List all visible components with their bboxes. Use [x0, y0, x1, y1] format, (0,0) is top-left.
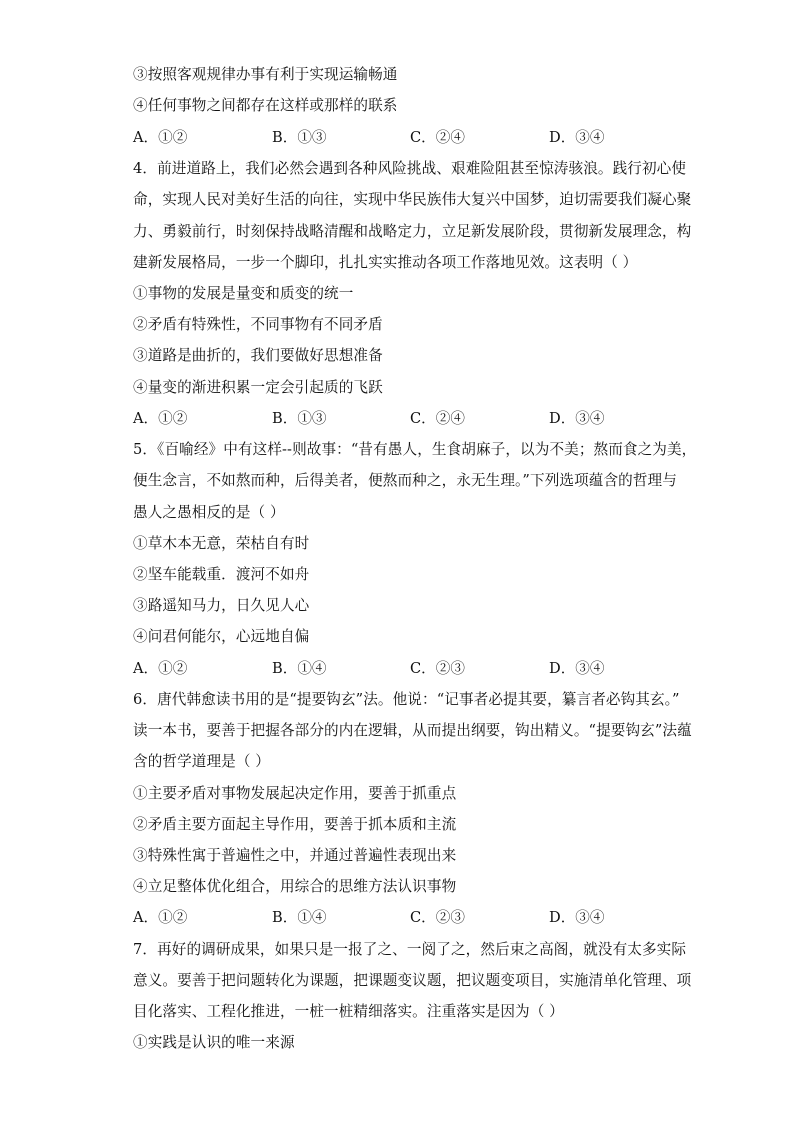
q6-stem-line: 含的哲学道理是（ ）	[133, 753, 270, 770]
q5-stem-line: 便生念言，不如熬而种，后得美者，便熬而种之，永无生理。”下列选项蕴含的哲理与	[133, 472, 677, 489]
q5-item-1: ①草木本无意，荣枯自有时	[133, 535, 310, 552]
q5-stem-line: 愚人之愚相反的是（ ）	[133, 504, 285, 521]
q3-options	[133, 128, 673, 148]
q5-item-4: ④问君何能尔，心远地自偏	[133, 628, 310, 645]
q7-item-1: ①实践是认识的唯一来源	[133, 1034, 295, 1051]
q4-options	[133, 409, 673, 429]
q4-stem-line: 建新发展格局，一步一个脚印，扎扎实实推动各项工作落地见效。这表明（ ）	[133, 254, 638, 271]
q6-stem-line: 读一本书，要善于把握各部分的内在逻辑，从而提出纲要，钩出精义。“提要钩玄”法蕴	[133, 722, 692, 739]
q5-item-3: ③路遥知马力，日久见人心	[133, 597, 310, 614]
q3-option-b[interactable]: B．①③	[272, 129, 327, 146]
q5-option-c[interactable]: C．②③	[410, 660, 465, 677]
q3-option-a[interactable]: A．①②	[133, 129, 188, 146]
q4-stem-line: 命，实现人民对美好生活的向往，实现中华民族伟大复兴中国梦，迫切需要我们凝心聚	[133, 191, 692, 208]
q6-option-c[interactable]: C．②③	[410, 909, 465, 926]
q4-option-c[interactable]: C．②④	[410, 410, 465, 427]
q7-stem-line: 意义。要善于把问题转化为课题，把课题变议题，把议题变项目，实施清单化管理、项	[133, 972, 692, 989]
q4-option-d[interactable]: D．③④	[549, 410, 605, 427]
q5-option-a[interactable]: A．①②	[133, 660, 188, 677]
q4-item-4: ④量变的渐进积累一定会引起质的飞跃	[133, 379, 383, 396]
q4-item-2: ②矛盾有特殊性，不同事物有不同矛盾	[133, 316, 383, 333]
q4-stem-line: 力、勇毅前行，时刻保持战略清醒和战略定力，立足新发展阶段，贯彻新发展理念，构	[133, 223, 692, 240]
q3-item-4: ④任何事物之间都存在这样或那样的联系	[133, 97, 398, 114]
q6-item-3: ③特殊性寓于普遍性之中，并通过普遍性表现出来	[133, 847, 457, 864]
q5-options	[133, 659, 673, 679]
q4-option-b[interactable]: B．①③	[272, 410, 327, 427]
q5-option-b[interactable]: B．①④	[272, 660, 327, 677]
q6-options	[133, 908, 673, 928]
q5-item-2: ②坚车能载重．渡河不如舟	[133, 566, 310, 583]
q6-item-1: ①主要矛盾对事物发展起决定作用，要善于抓重点	[133, 785, 457, 802]
q6-option-d[interactable]: D．③④	[549, 909, 605, 926]
q3-option-c[interactable]: C．②④	[410, 129, 465, 146]
q6-option-a[interactable]: A．①②	[133, 909, 188, 926]
q6-stem-line: 6．唐代韩愈读书用的是“提要钩玄”法。他说：“记事者必提其要，纂言者必钩其玄。”	[133, 691, 680, 708]
q3-item-3: ③按照客观规律办事有利于实现运输畅通	[133, 66, 398, 83]
q6-item-4: ④立足整体优化组合，用综合的思维方法认识事物	[133, 878, 457, 895]
q7-stem-line: 目化落实、工程化推进，一桩一桩精细落实。注重落实是因为（ ）	[133, 1003, 564, 1020]
q4-item-1: ①事物的发展是量变和质变的统一	[133, 285, 354, 302]
q5-stem-line: 5．《百喻经》中有这样--则故事：“昔有愚人，生食胡麻子，以为不美；熬而食之为美，	[133, 441, 697, 458]
q4-item-3: ③道路是曲折的，我们要做好思想准备	[133, 347, 383, 364]
q7-stem-line: 7．再好的调研成果，如果只是一报了之、一阅了之，然后束之高阁，就没有太多实际	[133, 941, 687, 958]
q4-option-a[interactable]: A．①②	[133, 410, 188, 427]
q6-item-2: ②矛盾主要方面起主导作用，要善于抓本质和主流	[133, 816, 457, 833]
q4-stem-line: 4．前进道路上，我们必然会遇到各种风险挑战、艰难险阻甚至惊涛骇浪。践行初心使	[133, 160, 687, 177]
q6-option-b[interactable]: B．①④	[272, 909, 327, 926]
q5-option-d[interactable]: D．③④	[549, 660, 605, 677]
q3-option-d[interactable]: D．③④	[549, 129, 605, 146]
